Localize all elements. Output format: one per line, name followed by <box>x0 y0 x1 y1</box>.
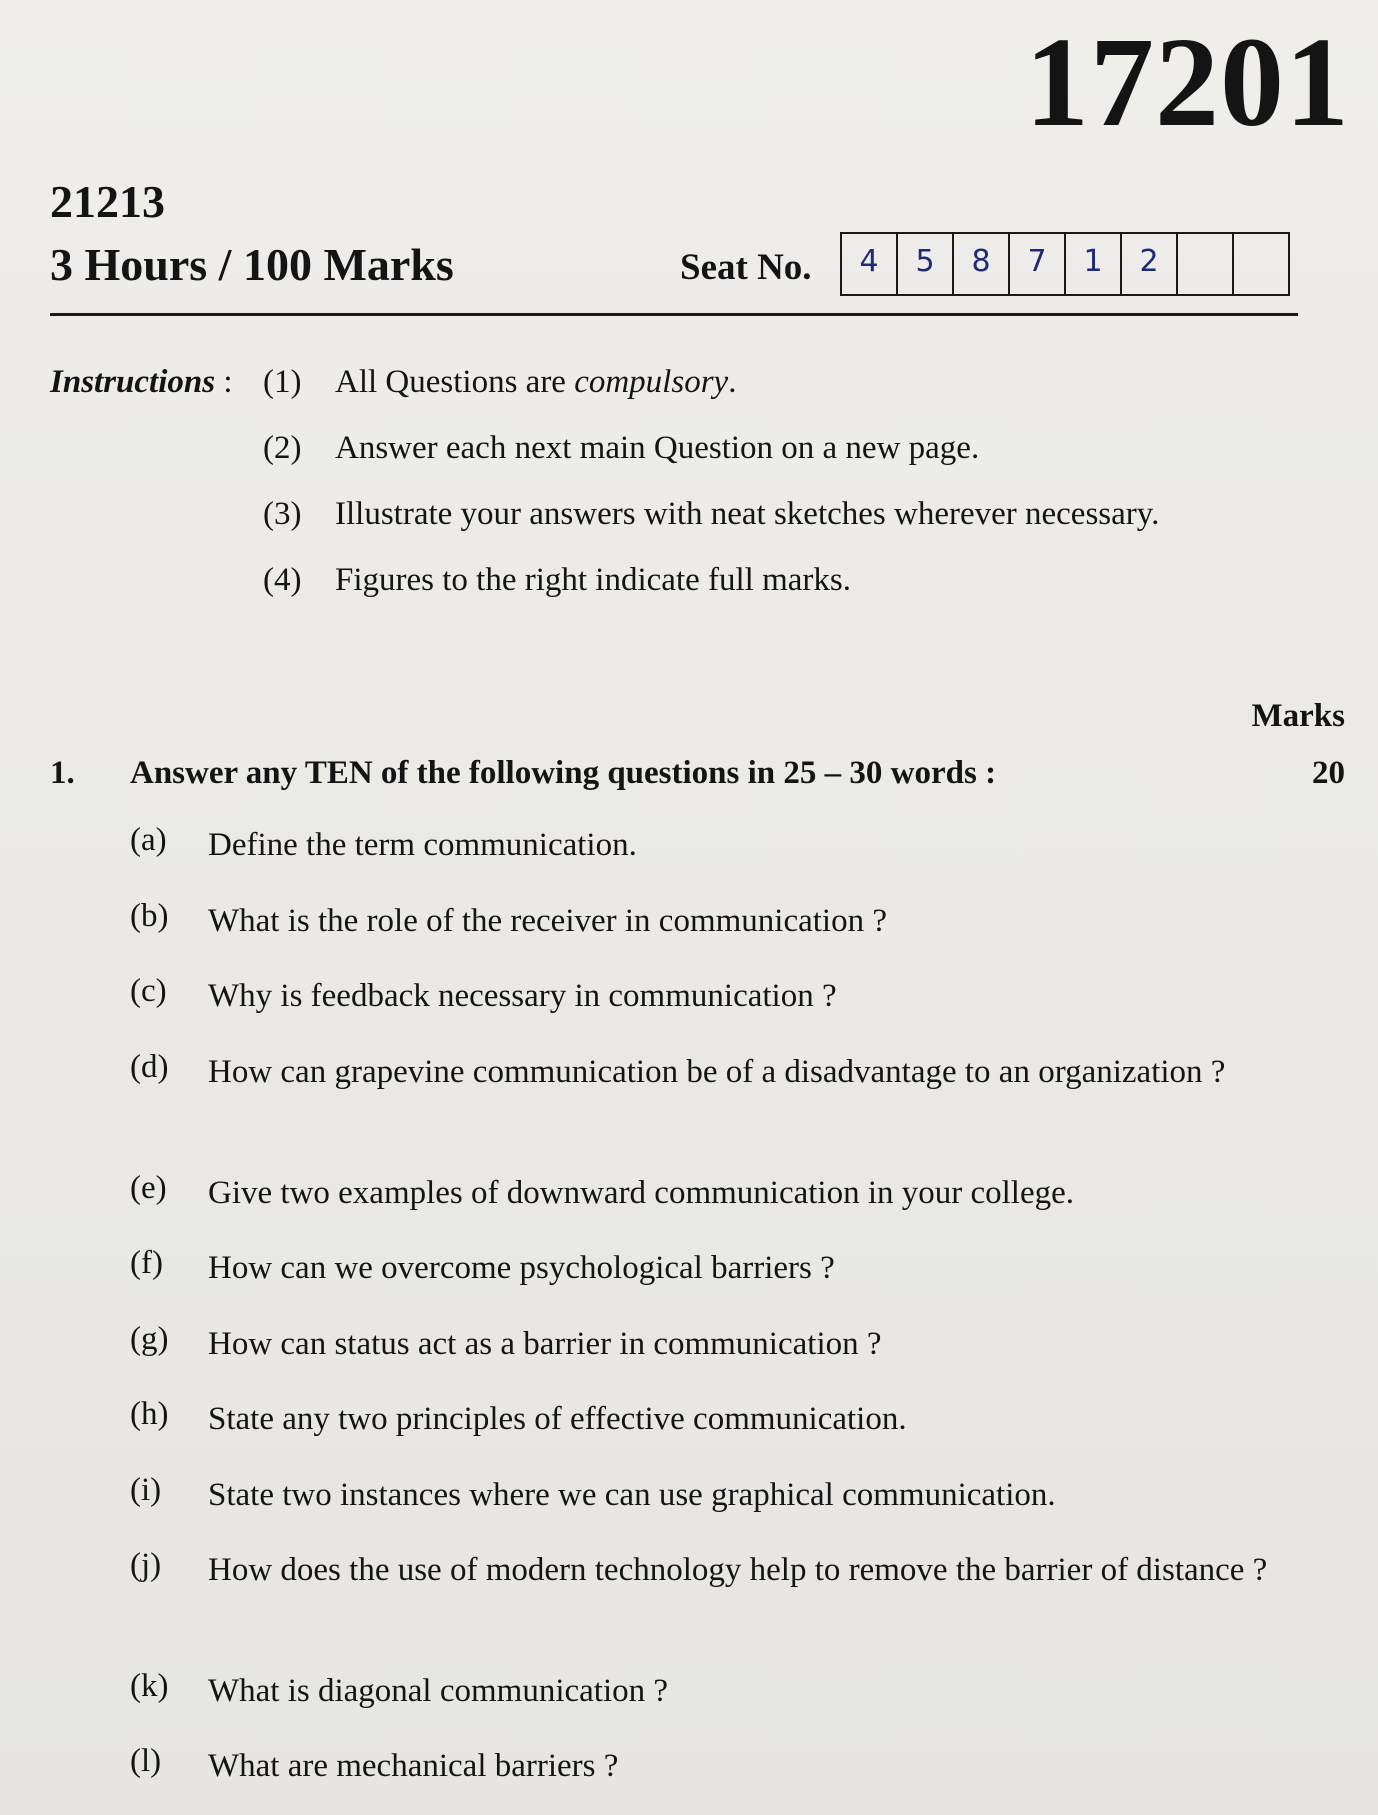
sub-question: (e) Give two examples of downward communication in your college. <box>130 1170 1075 1211</box>
question-marks: 20 <box>1312 755 1345 791</box>
sub-question: (i) State two instances where we can use graphical communication. <box>130 1472 1056 1513</box>
instruction-item: (1) All Questions are compulsory. <box>263 364 737 400</box>
subject-code: 21213 <box>50 176 165 227</box>
seat-digit-box: 5 <box>898 234 954 294</box>
marks-column-heading: Marks <box>1251 698 1345 734</box>
sub-question: (d) How can grapevine communication be of a disadvantage to an organization ? <box>130 1049 1226 1090</box>
sub-question: (b) What is the role of the receiver in communication ? <box>130 898 887 939</box>
sub-question: (l) What are mechanical barriers ? <box>130 1743 619 1784</box>
seat-number-label: Seat No. <box>680 247 812 288</box>
seat-digit-box <box>1234 234 1288 294</box>
sub-question: (c) Why is feedback necessary in communication ? <box>130 973 837 1014</box>
instruction-item: (2) Answer each next main Question on a new page. <box>263 430 980 466</box>
header-divider <box>50 313 1298 316</box>
seat-digit-box: 7 <box>1010 234 1066 294</box>
instructions-label: Instructions : <box>50 364 233 400</box>
sub-question: (a) Define the term communication. <box>130 822 637 863</box>
seat-number-boxes <box>840 232 1290 296</box>
seat-digit-box: 4 <box>842 234 898 294</box>
paper-code: 17201 <box>1025 11 1350 153</box>
seat-digit-box: 1 <box>1066 234 1122 294</box>
sub-question: (f) How can we overcome psychological barriers ? <box>130 1245 835 1286</box>
sub-question: (g) How can status act as a barrier in communication ? <box>130 1321 882 1362</box>
sub-question: (h) State any two principles of effective communication. <box>130 1396 907 1437</box>
instruction-item: (3) Illustrate your answers with neat sketches wherever necessary. <box>263 496 1160 532</box>
duration-marks: 3 Hours / 100 Marks <box>50 239 454 290</box>
seat-digit-box: 8 <box>954 234 1010 294</box>
instruction-item: (4) Figures to the right indicate full marks. <box>263 562 851 598</box>
seat-digit-box: 2 <box>1122 234 1178 294</box>
sub-question: (j) How does the use of modern technology help to remove the barrier of distance ? <box>130 1547 1268 1588</box>
seat-digit-box <box>1178 234 1234 294</box>
question-number: 1. <box>50 755 75 791</box>
question-title: Answer any TEN of the following questions in 25 – 30 words : <box>130 755 997 791</box>
sub-question: (k) What is diagonal communication ? <box>130 1668 669 1709</box>
